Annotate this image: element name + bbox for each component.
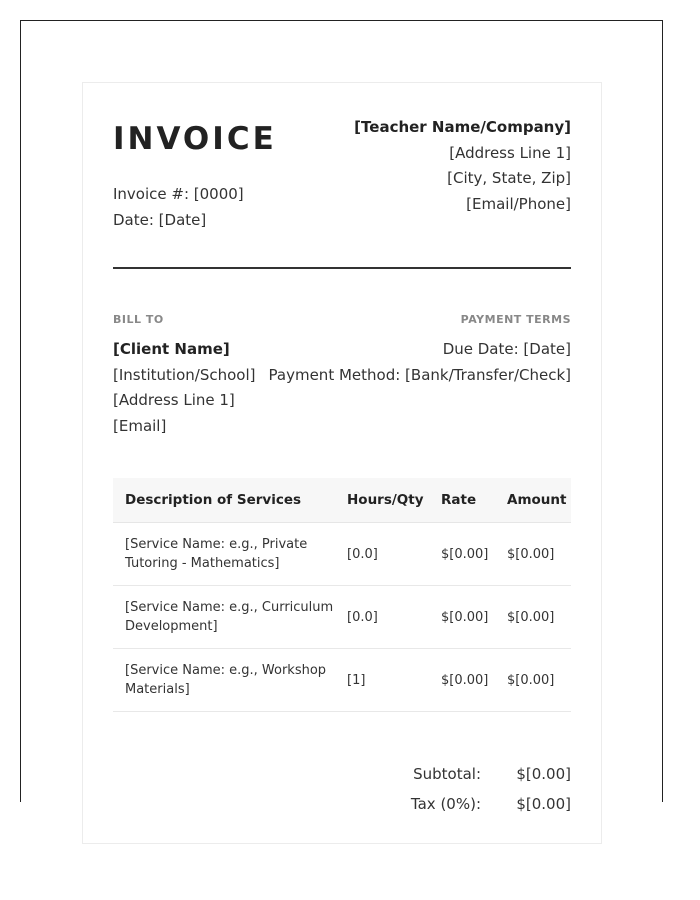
client-name: [Client Name] xyxy=(113,340,230,358)
service-description-line: Tutoring - Mathematics] xyxy=(125,556,280,571)
invoice-number: Invoice #: [0000] xyxy=(113,185,244,203)
tax-value: $[0.00] xyxy=(516,795,571,813)
service-rate: $[0.00] xyxy=(429,649,495,712)
service-description xyxy=(113,649,335,712)
service-description-line: [Service Name: e.g., Private xyxy=(125,537,308,552)
client-institution: [Institution/School] xyxy=(113,365,256,384)
header-description: Description of Services xyxy=(113,478,335,523)
header-hours: Hours/Qty xyxy=(335,478,429,523)
subtotal-label: Subtotal: xyxy=(413,765,481,783)
subtotal-row xyxy=(371,759,571,789)
payment-terms-block xyxy=(269,313,571,388)
payment-method: Payment Method: [Bank/Transfer/Check] xyxy=(268,365,571,384)
tax-label: Tax (0%): xyxy=(410,795,481,813)
service-amount: $[0.00] xyxy=(495,649,571,712)
sender-city: [City, State, Zip] xyxy=(447,169,571,187)
bill-to-label: BILL TO xyxy=(113,313,164,326)
sender-contact: [Email/Phone] xyxy=(466,194,571,213)
service-description-line: [Service Name: e.g., Curriculum xyxy=(125,600,334,615)
sender-block xyxy=(354,115,571,217)
service-amount: $[0.00] xyxy=(495,523,571,586)
table-row xyxy=(113,523,571,586)
subtotal-value: $[0.00] xyxy=(516,765,571,783)
service-description xyxy=(113,523,335,586)
client-address: [Address Line 1] xyxy=(113,391,235,409)
service-description xyxy=(113,586,335,649)
document-frame xyxy=(20,20,663,813)
service-rate: $[0.00] xyxy=(429,523,495,586)
table-row xyxy=(113,649,571,712)
tax-row xyxy=(371,789,571,819)
table-header-row xyxy=(113,478,571,523)
payment-terms-label: PAYMENT TERMS xyxy=(460,313,571,326)
services-table xyxy=(113,478,571,712)
totals-block xyxy=(371,759,571,819)
invoice-date: Date: [Date] xyxy=(113,211,207,229)
service-amount: $[0.00] xyxy=(495,586,571,649)
bill-to-block xyxy=(113,313,255,439)
invoice-title: INVOICE xyxy=(113,121,277,157)
sender-name: [Teacher Name/Company] xyxy=(354,118,571,136)
service-description-line: Materials] xyxy=(125,682,190,697)
service-qty: [0.0] xyxy=(335,586,429,649)
header-rate: Rate xyxy=(429,478,495,523)
service-qty: [0.0] xyxy=(335,523,429,586)
invoice-meta xyxy=(113,181,244,233)
service-qty: [1] xyxy=(335,649,429,712)
sender-address: [Address Line 1] xyxy=(449,143,571,162)
header-amount: Amount xyxy=(495,478,571,523)
service-description-line: [Service Name: e.g., Workshop xyxy=(125,663,327,678)
service-rate: $[0.00] xyxy=(429,586,495,649)
header-divider xyxy=(113,267,571,269)
invoice-sheet xyxy=(82,82,602,844)
table-row xyxy=(113,586,571,649)
client-email: [Email] xyxy=(113,416,167,435)
service-description-line: Development] xyxy=(125,619,218,634)
due-date: Due Date: [Date] xyxy=(442,340,571,358)
